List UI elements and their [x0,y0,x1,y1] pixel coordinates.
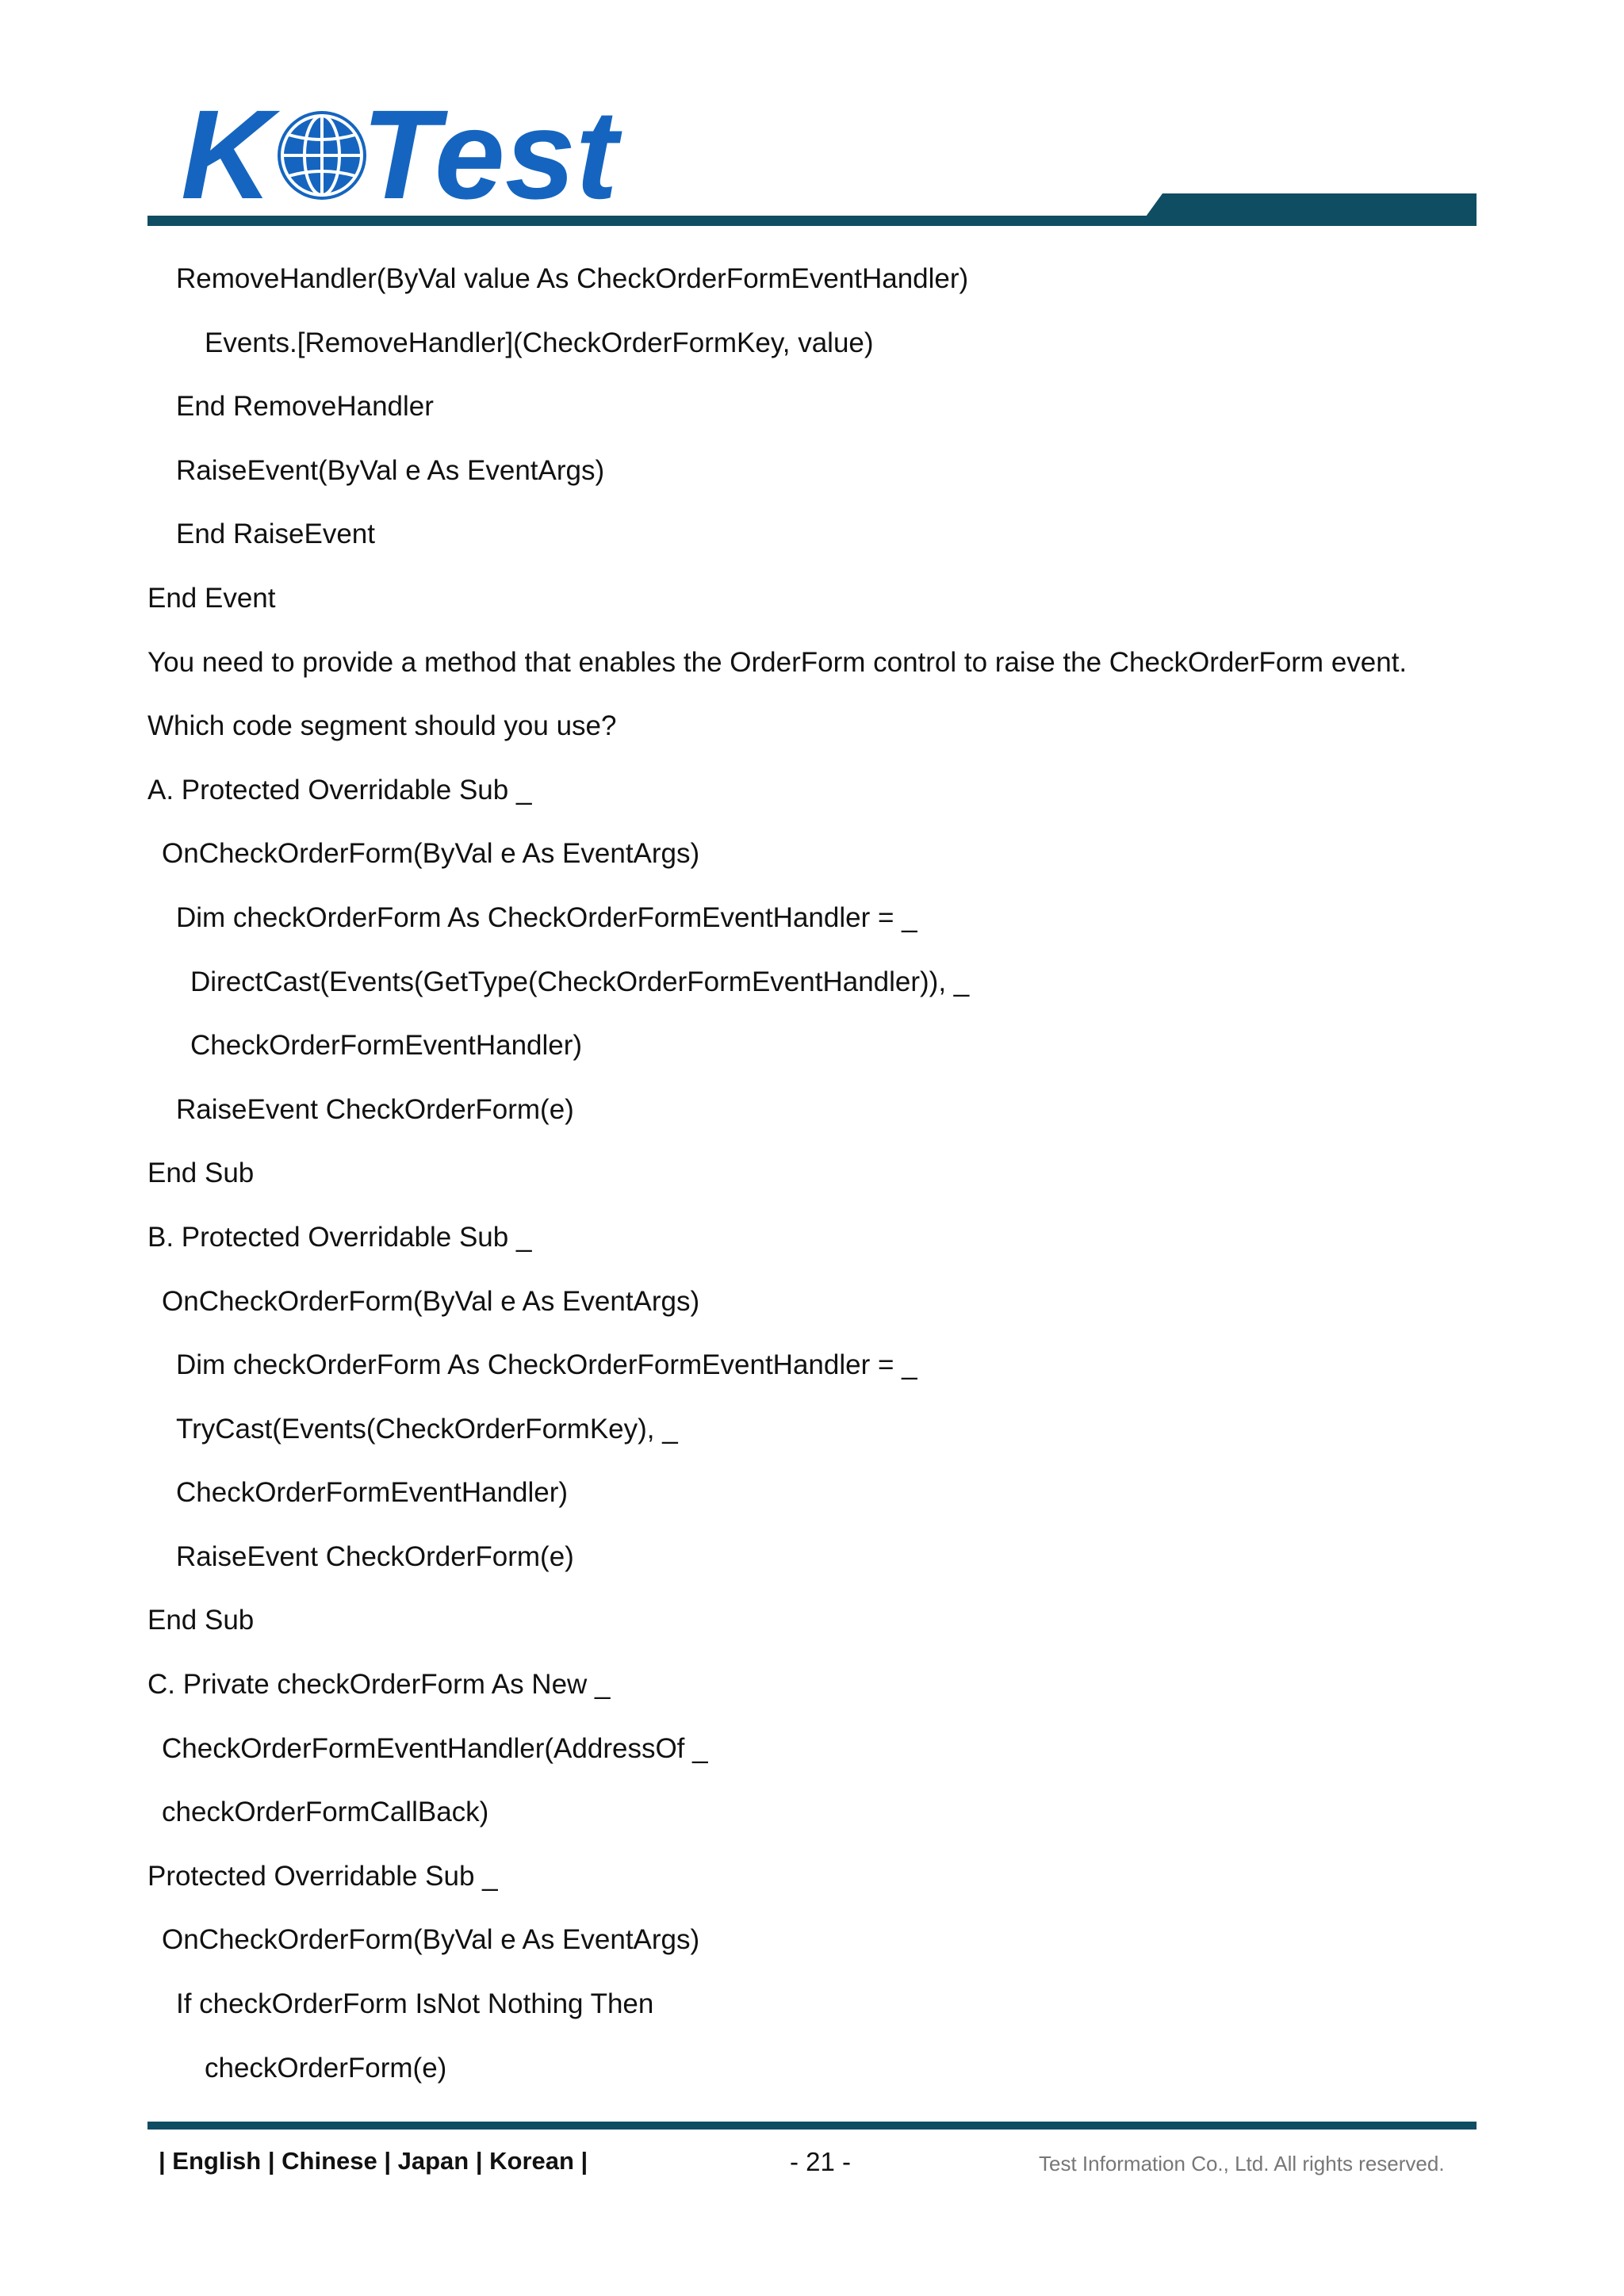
svg-text:K: K [181,94,273,212]
header-rule [147,216,1477,226]
code-line: CheckOrderFormEventHandler) [190,1030,583,1062]
code-line: OnCheckOrderForm(ByVal e As EventArgs) [162,1924,700,1956]
code-line: A. Protected Overridable Sub _ [147,774,532,806]
code-line: OnCheckOrderForm(ByVal e As EventArgs) [162,1285,700,1317]
code-line: End Sub [147,1605,255,1636]
code-line: RaiseEvent CheckOrderForm(e) [176,1093,574,1125]
code-line: Dim checkOrderForm As CheckOrderFormEventHandler = _ [176,1349,917,1381]
footer-language-links: | English | Chinese | Japan | Korean | [159,2147,588,2175]
code-line: DirectCast(Events(GetType(CheckOrderFormEventHandler)), _ [190,966,970,997]
code-line: You need to provide a method that enables the OrderForm control to raise the CheckOrderForm event. [147,646,1408,678]
code-line: OnCheckOrderForm(ByVal e As EventArgs) [162,838,700,870]
code-line: RemoveHandler(ByVal value As CheckOrderFormEventHandler) [176,263,969,294]
code-line: If checkOrderForm IsNot Nothing Then [176,1988,654,2020]
code-line: End RaiseEvent [176,519,375,550]
globe-icon [278,111,366,200]
code-line: CheckOrderFormEventHandler) [176,1477,569,1509]
code-line: checkOrderForm(e) [205,2052,447,2084]
code-line: Events.[RemoveHandler](CheckOrderFormKey, value) [205,327,874,358]
code-line: B. Protected Overridable Sub _ [147,1221,532,1253]
code-line: CheckOrderFormEventHandler(AddressOf _ [162,1732,708,1764]
ktest-logo [181,94,641,212]
code-line: Which code segment should you use? [147,710,617,742]
code-line: C. Private checkOrderForm As New _ [147,1669,611,1701]
code-line: RaiseEvent(ByVal e As EventArgs) [176,454,605,486]
code-line: RaiseEvent CheckOrderForm(e) [176,1540,574,1572]
footer-copyright: Test Information Co., Ltd. All rights reserved. [1039,2152,1445,2175]
code-line: End RemoveHandler [176,391,434,423]
page-number: - 21 - [790,2147,852,2176]
code-line: End Event [147,582,276,614]
code-line: End Sub [147,1158,255,1189]
document-body [147,247,1477,2100]
footer-rule [147,2122,1477,2130]
code-line: Dim checkOrderForm As CheckOrderFormEventHandler = _ [176,901,917,933]
code-line: Protected Overridable Sub _ [147,1860,498,1892]
code-line: TryCast(Events(CheckOrderFormKey), _ [176,1413,678,1445]
code-line: checkOrderFormCallBack) [162,1797,489,1828]
svg-text:Test: Test [362,94,619,212]
